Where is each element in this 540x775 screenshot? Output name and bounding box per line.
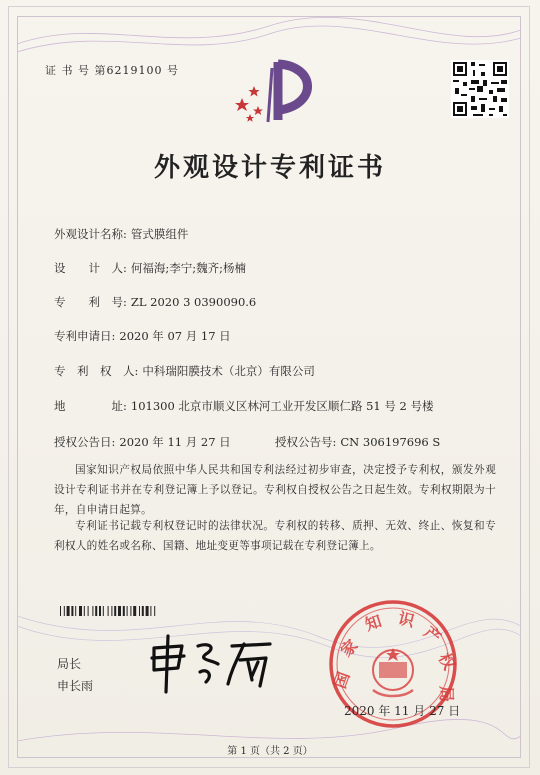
publication-number-row bbox=[275, 434, 440, 450]
certificate-number: 证 书 号 第6219100 号 bbox=[45, 64, 179, 77]
director-signature bbox=[148, 632, 278, 694]
patentee-label: 专 利 权 人: bbox=[54, 364, 139, 378]
designers-row bbox=[54, 260, 246, 276]
barcode-icon bbox=[60, 606, 208, 616]
filing-date-value: 2020 年 07 月 17 日 bbox=[119, 329, 231, 343]
publication-date-value: 2020 年 11 月 27 日 bbox=[119, 435, 231, 449]
director-name: 申长雨 bbox=[57, 679, 94, 693]
address-row bbox=[54, 398, 434, 414]
publication-number-value: CN 306197696 S bbox=[340, 435, 441, 449]
patent-number-value: ZL 2020 3 0390090.6 bbox=[130, 295, 257, 309]
patent-number-row bbox=[54, 294, 256, 310]
svg-text:识: 识 bbox=[396, 608, 417, 631]
designers-value: 何福海;李宁;魏齐;杨楠 bbox=[130, 261, 246, 275]
design-name-row bbox=[54, 226, 188, 242]
svg-text:权: 权 bbox=[434, 649, 459, 673]
designers-label: 设 计 人: bbox=[54, 261, 127, 275]
patent-number-label: 专 利 号: bbox=[54, 295, 127, 309]
statement-paragraph-2: 专利证书记载专利权登记时的法律状况。专利权的转移、质押、无效、终止、恢复和专利权人的姓名或名称、国籍、地址变更等事项记载在专利登记簿上。 bbox=[54, 520, 496, 552]
address-value: 101300 北京市顺义区林河工业开发区顺仁路 51 号 2 号楼 bbox=[130, 399, 434, 413]
certificate-title: 外观设计专利证书 bbox=[153, 153, 386, 183]
filing-date-label: 专利申请日: bbox=[54, 329, 116, 343]
statement-paragraph-1: 国家知识产权局依照中华人民共和国专利法经过初步审查，决定授予专利权，颁发外观设计专利证书并在专利登记簿上予以登记。专利权自授权公告之日起生效。专利权期限为十年，自申请日起算。 bbox=[54, 464, 496, 516]
qr-code-icon bbox=[451, 60, 509, 118]
address-label: 地 址: bbox=[54, 399, 127, 413]
patentee-row bbox=[54, 363, 315, 379]
director-title: 局长 bbox=[57, 657, 82, 671]
design-name-value: 管式膜组件 bbox=[130, 227, 189, 241]
page-number: 第 1 页（共 2 页） bbox=[227, 746, 313, 757]
svg-text:产: 产 bbox=[420, 622, 445, 648]
issue-date: 2020 年 11 月 27 日 bbox=[344, 704, 461, 718]
filing-date-row bbox=[54, 328, 231, 344]
publication-number-label: 授权公告号: bbox=[275, 435, 337, 449]
svg-text:知: 知 bbox=[362, 611, 384, 635]
cnipa-logo-icon bbox=[228, 58, 320, 128]
publication-date-row bbox=[54, 434, 231, 450]
svg-text:家: 家 bbox=[336, 635, 362, 661]
publication-date-label: 授权公告日: bbox=[54, 435, 116, 449]
patentee-value: 中科瑞阳膜技术（北京）有限公司 bbox=[142, 364, 315, 378]
design-name-label: 外观设计名称: bbox=[54, 227, 127, 241]
svg-text:局: 局 bbox=[437, 685, 456, 703]
svg-text:国: 国 bbox=[330, 669, 354, 691]
